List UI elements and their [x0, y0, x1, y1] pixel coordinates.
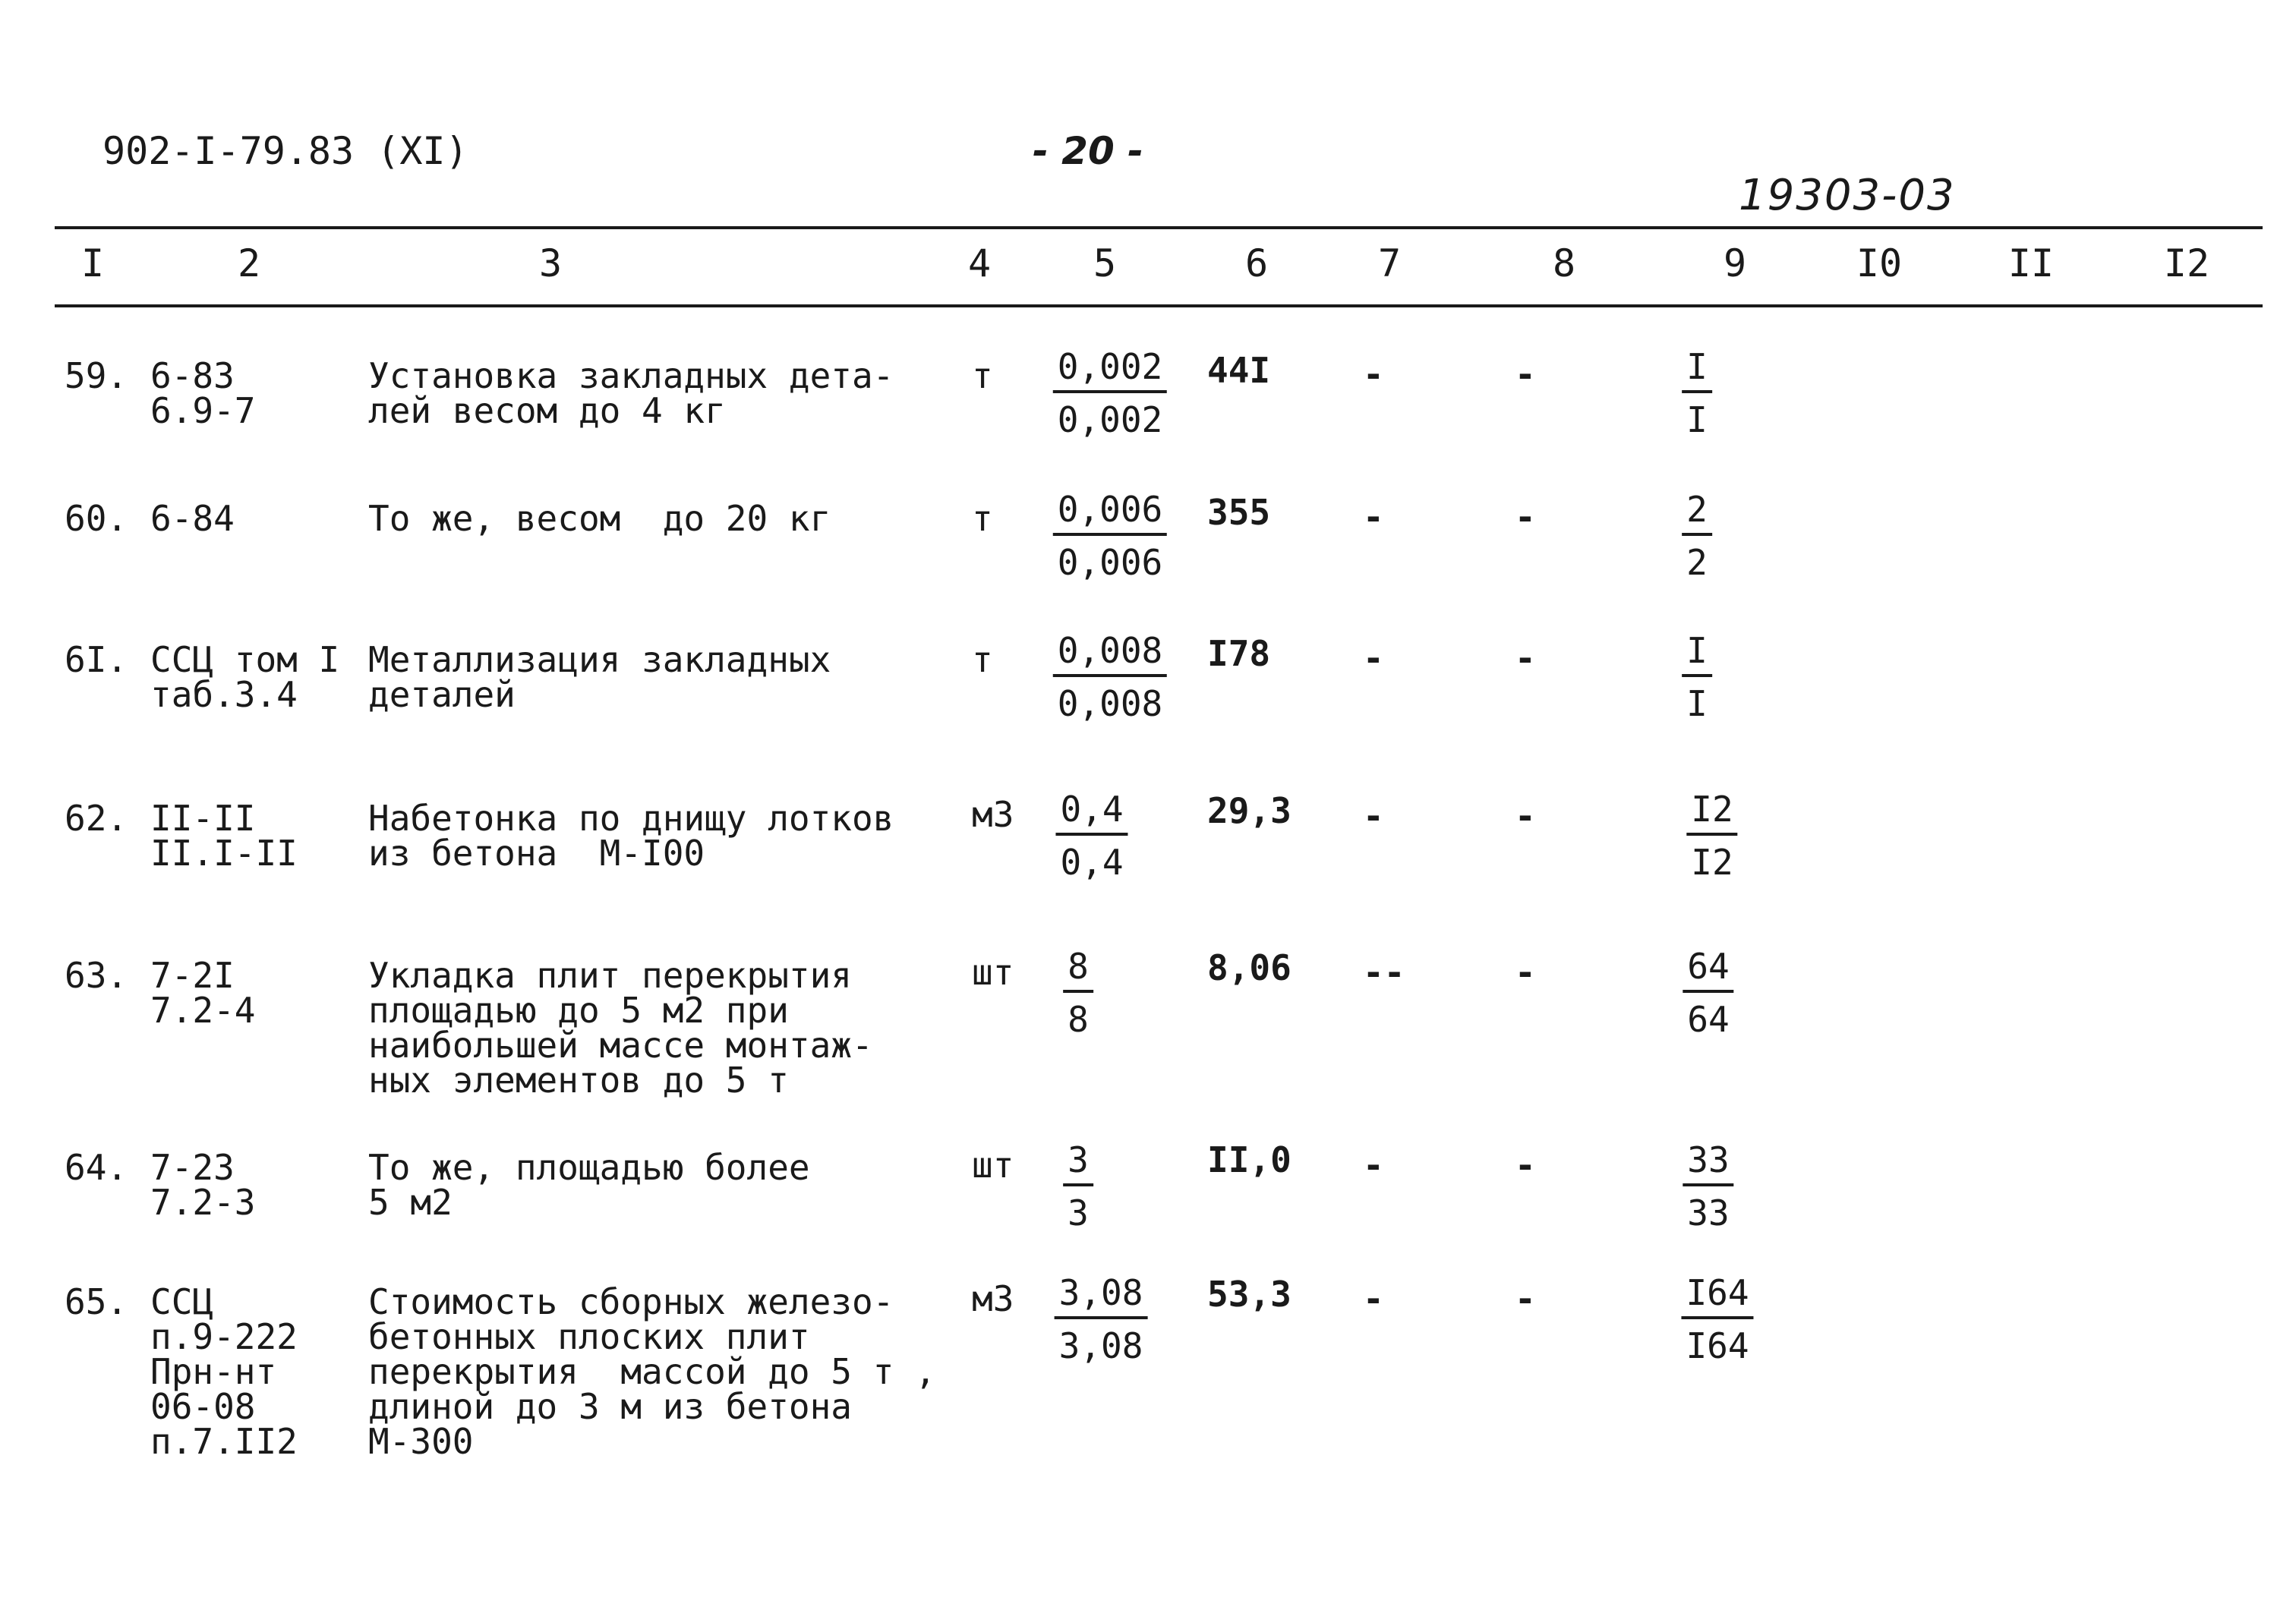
- total-denominator: I2: [1691, 842, 1733, 883]
- total-fraction: [1683, 946, 1733, 1040]
- column-header-12: I2: [2163, 241, 2210, 285]
- total-numerator: I64: [1681, 1275, 1753, 1319]
- column-7-value: -: [1363, 638, 1384, 679]
- quantity-numerator: 0,006: [1053, 492, 1167, 536]
- unit: шт: [972, 1145, 1014, 1186]
- total-numerator: 2: [1682, 492, 1712, 536]
- column-8-value: -: [1515, 496, 1536, 537]
- total-fraction: [1683, 1139, 1733, 1233]
- quantity-fraction: [1053, 630, 1167, 724]
- total-numerator: 33: [1683, 1142, 1733, 1186]
- rate-code: ССЦ п.9-222 Прн-нт 06-08 п.7.II2: [150, 1281, 298, 1462]
- quantity-numerator: 0,002: [1053, 349, 1167, 393]
- unit-price: 53,3: [1207, 1274, 1292, 1315]
- rate-code: ССЦ том I таб.3.4: [150, 639, 340, 715]
- column-header-2: 2: [237, 241, 261, 285]
- column-header-5: 5: [1093, 241, 1117, 285]
- total-fraction: [1681, 1272, 1753, 1366]
- quantity-denominator: 0,006: [1057, 542, 1163, 583]
- row-number: 60.: [65, 498, 128, 539]
- quantity-denominator: 8: [1068, 999, 1089, 1040]
- page-number: - 20 -: [1033, 129, 1143, 173]
- column-header-7: 7: [1377, 241, 1402, 285]
- row-number: 62.: [65, 798, 128, 839]
- column-8-value: -: [1515, 1278, 1536, 1319]
- total-fraction: [1686, 789, 1737, 883]
- quantity-fraction: [1063, 1139, 1093, 1233]
- table-top-rule: [55, 226, 2263, 229]
- quantity-denominator: 0,002: [1057, 399, 1163, 440]
- rate-code: 7-2I 7.2-4: [150, 955, 256, 1031]
- total-denominator: I: [1686, 683, 1708, 724]
- work-description: То же, площадью более 5 м2: [368, 1147, 810, 1223]
- total-fraction: [1682, 630, 1712, 724]
- unit-price: 44I: [1207, 350, 1271, 391]
- quantity-numerator: 8: [1063, 949, 1093, 993]
- rate-code: 6-84: [150, 498, 235, 539]
- total-numerator: 64: [1683, 949, 1733, 993]
- table-header-rule: [55, 304, 2263, 307]
- work-description: Металлизация закладных деталей: [368, 639, 831, 715]
- total-denominator: I64: [1686, 1325, 1749, 1366]
- unit-price: I78: [1207, 633, 1271, 674]
- column-8-value: -: [1515, 354, 1536, 395]
- total-denominator: 64: [1687, 999, 1730, 1040]
- unit-price: 8,06: [1207, 947, 1292, 988]
- rate-code: 7-23 7.2-3: [150, 1147, 256, 1223]
- unit-price: 355: [1207, 492, 1271, 533]
- unit: т: [972, 639, 993, 680]
- quantity-numerator: 0,4: [1055, 792, 1128, 836]
- column-header-11: II: [2007, 241, 2055, 285]
- total-denominator: 33: [1687, 1192, 1730, 1233]
- total-fraction: [1682, 489, 1712, 583]
- column-8-value: -: [1515, 952, 1536, 993]
- total-numerator: I: [1682, 349, 1712, 393]
- rate-code: 6-83 6.9-7: [150, 355, 256, 431]
- quantity-fraction: [1053, 489, 1167, 583]
- row-number: 6I.: [65, 639, 128, 680]
- rate-code: II-II II.I-II: [150, 798, 298, 874]
- total-fraction: [1682, 346, 1712, 440]
- document-code: 902-I-79.83 (XI): [102, 129, 468, 173]
- row-number: 59.: [65, 355, 128, 396]
- inventory-number: 19303-03: [1739, 171, 1956, 220]
- column-header-3: 3: [538, 241, 563, 285]
- column-7-value: -: [1363, 354, 1384, 395]
- work-description: Стоимость сборных железо- бетонных плоских плит перекрытия массой до 5 т , длиной до 3 м из бетона М-300: [368, 1281, 936, 1462]
- column-header-4: 4: [967, 241, 992, 285]
- column-7-value: -: [1363, 1278, 1384, 1319]
- work-description: Набетонка по днищу лотков из бетона М-I00: [368, 798, 894, 874]
- unit: м3: [972, 794, 1014, 835]
- unit: т: [972, 355, 993, 396]
- quantity-denominator: 0,008: [1057, 683, 1163, 724]
- column-8-value: -: [1515, 638, 1536, 679]
- column-7-value: --: [1363, 952, 1405, 993]
- column-header-9: 9: [1723, 241, 1747, 285]
- column-header-8: 8: [1552, 241, 1576, 285]
- quantity-fraction: [1053, 346, 1167, 440]
- unit: т: [972, 498, 993, 539]
- column-header-1: I: [80, 241, 105, 285]
- quantity-denominator: 0,4: [1060, 842, 1124, 883]
- total-numerator: I2: [1686, 792, 1737, 836]
- unit: шт: [972, 952, 1014, 993]
- work-description: Укладка плит перекрытия площадью до 5 м2 при наибольшей массе монтаж- ных элементов до 5 т: [368, 955, 873, 1101]
- work-description: Установка закладных дета- лей весом до 4 кг: [368, 355, 894, 431]
- quantity-fraction: [1055, 789, 1128, 883]
- quantity-denominator: 3,08: [1058, 1325, 1143, 1366]
- unit-price: 29,3: [1207, 790, 1292, 831]
- quantity-fraction: [1055, 1272, 1148, 1366]
- row-number: 63.: [65, 955, 128, 996]
- column-7-value: -: [1363, 795, 1384, 836]
- row-number: 64.: [65, 1147, 128, 1188]
- total-denominator: I: [1686, 399, 1708, 440]
- quantity-numerator: 3: [1063, 1142, 1093, 1186]
- column-header-10: I0: [1856, 241, 1903, 285]
- quantity-numerator: 0,008: [1053, 633, 1167, 677]
- work-description: То же, весом до 20 кг: [368, 498, 831, 539]
- column-7-value: -: [1363, 496, 1384, 537]
- column-8-value: -: [1515, 1145, 1536, 1186]
- quantity-numerator: 3,08: [1055, 1275, 1148, 1319]
- column-7-value: -: [1363, 1145, 1384, 1186]
- total-denominator: 2: [1686, 542, 1708, 583]
- quantity-denominator: 3: [1068, 1192, 1089, 1233]
- quantity-fraction: [1063, 946, 1093, 1040]
- unit-price: II,0: [1207, 1139, 1292, 1180]
- total-numerator: I: [1682, 633, 1712, 677]
- row-number: 65.: [65, 1281, 128, 1322]
- column-header-6: 6: [1244, 241, 1269, 285]
- column-8-value: -: [1515, 795, 1536, 836]
- unit: м3: [972, 1278, 1014, 1319]
